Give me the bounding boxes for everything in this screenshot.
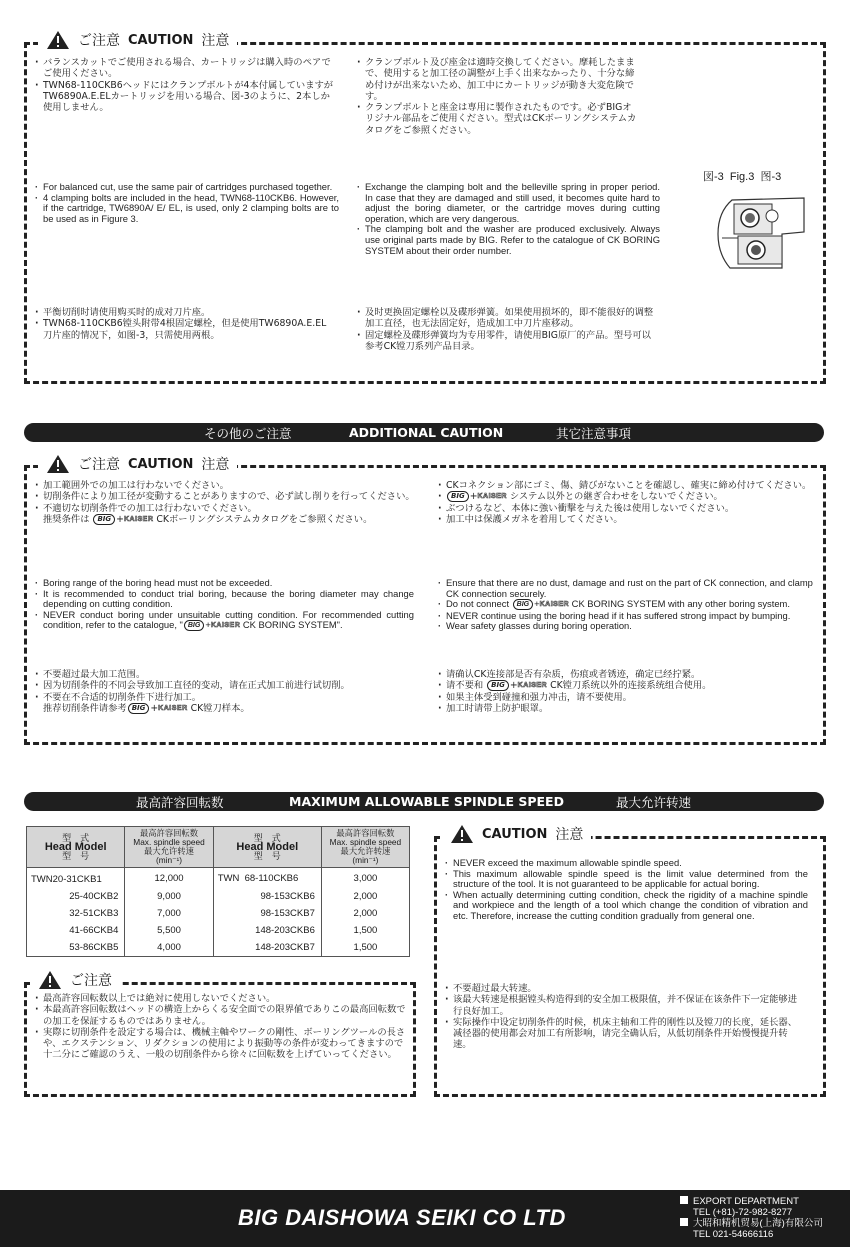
warning-icon bbox=[46, 454, 70, 474]
list-item: · 不適切な切削条件での加工は行わないでください。 bbox=[34, 503, 419, 514]
list-item: · CKコネクション部にゴミ、傷、錆びがないことを確認し、確実に締め付けてください。 bbox=[437, 480, 819, 491]
en-right-list-2 bbox=[437, 578, 819, 632]
cartridge-diagram bbox=[712, 192, 808, 274]
square-bullet-icon bbox=[680, 1196, 688, 1204]
list-item: · バランスカットでご使用される場合、カートリッジは購入時のペアでご使用ください。 bbox=[34, 57, 336, 80]
spindle-speed-banner bbox=[24, 792, 824, 811]
header-model bbox=[213, 827, 321, 868]
header-speed-unit: (min⁻¹) bbox=[156, 855, 183, 865]
list-item: · NEVER exceed the maximum allowable spindle speed. bbox=[444, 858, 808, 869]
header-speed bbox=[321, 827, 409, 868]
header-speed-unit: (min⁻¹) bbox=[352, 855, 379, 865]
header-speed-jp: 最高許容回転数 bbox=[336, 828, 395, 838]
figure-label: 図-3 Fig.3 图-3 bbox=[703, 171, 782, 183]
table-cell-speed: 5,500 bbox=[125, 922, 213, 939]
table-cell-model: 53-86CKB5 bbox=[27, 939, 125, 957]
caution-title-jp: ご注意 bbox=[78, 33, 120, 49]
table-cell-model: 98-153CKB7 bbox=[213, 905, 321, 922]
list-item: · 固定螺栓及碟形弹簧均为专用零件，请使用BIG原厂的产品。型号可以参考CK镗刀系列产品目录。 bbox=[356, 330, 660, 353]
banner-jp: その他のご注意 bbox=[204, 425, 292, 441]
list-item: · 4 clamping bolts are included in the head, TWN68-110CKB6. However, if the cartridge, TW6890A/ E/ EL, is used, only 2 clamping bolts are to be used as in Figure 3. bbox=[34, 193, 339, 225]
additional-caution-banner bbox=[24, 423, 824, 442]
header-speed-cn: 最大允许转速 bbox=[340, 846, 391, 856]
warning-icon bbox=[46, 30, 70, 50]
kaiser-logo: KAISER bbox=[539, 601, 570, 609]
list-item: · 不要超过最大转速。 bbox=[444, 983, 800, 994]
caution-title-jp: ご注意 bbox=[70, 973, 112, 989]
cn-left-list bbox=[34, 307, 334, 341]
table-cell-model: TWN20-31CKB1 bbox=[27, 868, 125, 889]
list-item: · 请不要和 BIG +KAISER CK镗刀系统以外的连接系统组合使用。 bbox=[437, 680, 819, 691]
header-speed-cn: 最大允许转速 bbox=[144, 846, 194, 856]
list-item: · 及时更换固定螺栓以及碟形弹簧。如果使用损坏的，即不能很好的调整加工直径，也无法固定好，造成加工中刀片座移动。 bbox=[356, 307, 660, 330]
table-cell-speed: 12,000 bbox=[125, 868, 213, 889]
list-item: · 如果主体受到碰撞和强力冲击，请不要使用。 bbox=[437, 692, 819, 703]
list-item: · TWN68-110CKB6ヘッドにはクランプボルトが4本付属していますがTW6890A.E.ELカートリッジを用いる場合、図-3のように、2本しか使用しません。 bbox=[34, 80, 336, 114]
list-item: · 请确认CK连接部是否有杂质，伤痕或者锈迹，确定已经拧紧。 bbox=[437, 669, 819, 680]
list-item-text: NEVER conduct boring under unsuitable cutting condition. For recommended cutting condition, refer to the catalogue, " bbox=[43, 608, 414, 631]
caution-title-en: CAUTION bbox=[128, 456, 194, 472]
header-speed-en: Max. spindle speed bbox=[133, 837, 205, 847]
table-cell-speed: 7,000 bbox=[125, 905, 213, 922]
list-item: · 加工时请带上防护眼罩。 bbox=[437, 703, 819, 714]
caution-title bbox=[442, 824, 591, 844]
list-item: · 最高許容回転数以上では絶対に使用しないでください。 bbox=[34, 993, 406, 1004]
list-item: · NEVER conduct boring under unsuitable cutting condition. For recommended cutting condition, refer to the catalogue, " BIG +KAISER CK BORING SYSTEM". bbox=[34, 610, 414, 632]
banner-cn: 其它注意事項 bbox=[556, 425, 632, 441]
list-item: · BIG +KAISER システム以外との継ぎ合わせをしないでください。 bbox=[437, 491, 819, 502]
list-item: · This maximum allowable spindle speed is the limit value determined from the structure of the tool. It is not guaranteed to be applicable for actual boring. bbox=[444, 869, 808, 890]
list-item-text: CK BORING SYSTEM with any other boring system. bbox=[571, 598, 790, 610]
contact-info bbox=[680, 1196, 823, 1240]
en-speed-list bbox=[444, 858, 808, 922]
table-cell-model: 148-203CKB7 bbox=[213, 939, 321, 957]
list-item: · Ensure that there are no dust, damage and rust on the part of CK connection, and clamp CK connection securely. bbox=[437, 578, 819, 599]
warning-icon bbox=[38, 970, 62, 990]
table-cell-model: 25-40CKB2 bbox=[27, 888, 125, 905]
jp-left-list-2 bbox=[34, 480, 419, 525]
en-left-list-2 bbox=[34, 578, 414, 632]
contact-text: TEL (+81)-72-982-8277 bbox=[693, 1207, 793, 1218]
list-item: · 实际操作中设定切削条件的时候，机床主轴和工件的刚性以及镗刀的长度，延长器、减径器的使用都会对加工有所影响，请完全确认后，从低切削条件开始慢慢提升转速。 bbox=[444, 1017, 800, 1051]
contact-line bbox=[680, 1196, 823, 1207]
table-header-row bbox=[27, 827, 410, 868]
kaiser-logo: KAISER bbox=[123, 515, 154, 523]
list-item: · ぶつけるなど、本体に強い衝撃を与えた後は使用しないでください。 bbox=[437, 503, 819, 514]
list-item: · クランプボルト及び座金は適時交換してください。摩耗したままで、使用すると加工径の調整が上手く出来なかったり、十分な締め付けが出来ないため、加工中にカートリッジが動き大変危険です。 bbox=[356, 57, 638, 102]
big-logo: BIG bbox=[93, 514, 115, 525]
table-cell-speed: 2,000 bbox=[321, 888, 409, 905]
jp-speed-list bbox=[34, 993, 406, 1061]
list-item: · 因为切削条件的不同会导致加工直径的变动，请在正式加工前进行试切削。 bbox=[34, 680, 419, 691]
table-row bbox=[27, 922, 410, 939]
kaiser-logo: KAISER bbox=[517, 682, 548, 690]
recommend-prefix: 推奨条件は bbox=[43, 513, 90, 525]
list-item: · 平衡切削时请使用购买时的成对刀片座。 bbox=[34, 307, 334, 318]
contact-text: TEL 021-54666116 bbox=[693, 1229, 774, 1240]
list-item: · 切削条件により加工径が変動することがありますので、必ず試し削りを行ってください。 bbox=[34, 491, 419, 502]
header-model-cn: 型 号 bbox=[62, 850, 90, 861]
big-logo: BIG bbox=[184, 620, 204, 631]
spindle-speed-table bbox=[26, 826, 410, 957]
list-item: · Exchange the clamping bolt and the belleville spring in proper period. In case that they are damaged and still used, it becomes quite hard to adjust the boring diameter, or the cartridge moves during cutting operation, which are very dangerous. bbox=[356, 182, 660, 224]
list-item: · 该最大转速是根据镗头构造得到的安全加工极限值，并不保证在该条件下一定能够进行良好加工。 bbox=[444, 994, 800, 1017]
jp-right-list bbox=[356, 57, 638, 136]
jp-right-list-2 bbox=[437, 480, 819, 525]
table-cell-model: 98-153CKB6 bbox=[213, 888, 321, 905]
footer bbox=[0, 1190, 850, 1247]
big-logo: BIG bbox=[487, 680, 509, 691]
list-item: · It is recommended to conduct trial boring, because the boring diameter may change depending on cutting condition. bbox=[34, 589, 414, 610]
caution-title bbox=[38, 30, 237, 50]
caution-title-cn: 注意 bbox=[201, 457, 230, 473]
header-model-jp: 型 式 bbox=[253, 832, 281, 843]
caution-title-jp: ご注意 bbox=[78, 457, 120, 473]
cn-right-list-2 bbox=[437, 669, 819, 714]
list-item: · クランプボルトと座金は専用に製作されたものです。必ずBIGオリジナル部品をご使用ください。型式はCKボーリングシステムカタログをご参照ください。 bbox=[356, 102, 638, 136]
list-item: · 加工範囲外での加工は行わないでください。 bbox=[34, 480, 419, 491]
contact-text: 大昭和精机贸易(上海)有限公司 bbox=[693, 1218, 823, 1229]
caution-title bbox=[30, 970, 120, 990]
contact-line bbox=[680, 1218, 823, 1229]
list-item: · When actually determining cutting condition, check the rigidity of a machine spindle and workpiece and the length of a tool which change the condition of vibration and etc. Therefore, increase the cutting condition gradually from general one. bbox=[444, 890, 808, 922]
header-model-cn: 型 号 bbox=[253, 850, 281, 861]
list-item-text: システム以外との継ぎ合わせをしないでください。 bbox=[509, 491, 723, 503]
list-item-text: Do not connect bbox=[446, 598, 510, 610]
big-logo: BIG bbox=[128, 703, 150, 714]
kaiser-logo: KAISER bbox=[477, 493, 507, 501]
company-name: BIG DAISHOWA SEIKI CO LTD bbox=[238, 1205, 566, 1230]
kaiser-logo: KAISER bbox=[210, 622, 241, 630]
big-logo: BIG bbox=[513, 599, 533, 610]
list-item: · NEVER continue using the boring head if it has suffered strong impact by bumping. bbox=[437, 611, 819, 622]
table-row bbox=[27, 905, 410, 922]
square-bullet-icon bbox=[680, 1218, 688, 1226]
table-cell-speed: 9,000 bbox=[125, 888, 213, 905]
cn-speed-list bbox=[444, 983, 800, 1051]
jp-left-list bbox=[34, 57, 336, 113]
header-model bbox=[27, 827, 125, 868]
recommend-prefix: 推荐切削条件请参考 bbox=[43, 702, 127, 714]
table-cell-model: 32-51CKB3 bbox=[27, 905, 125, 922]
caution-title-en: CAUTION bbox=[128, 32, 194, 48]
table-cell-speed: 4,000 bbox=[125, 939, 213, 957]
list-item-text: CK镗刀系统以外的连接系统组合使用。 bbox=[550, 680, 712, 692]
table-cell-speed: 2,000 bbox=[321, 905, 409, 922]
list-item: · For balanced cut, use the same pair of cartridges purchased together. bbox=[34, 182, 339, 193]
banner-en: MAXIMUM ALLOWABLE SPINDLE SPEED bbox=[289, 794, 564, 809]
recommend-suffix: CK镗刀样本。 bbox=[190, 702, 250, 714]
list-item: · Boring range of the boring head must not be exceeded. bbox=[34, 578, 414, 589]
header-model-jp: 型 式 bbox=[62, 832, 90, 843]
caution-title-cn: 注意 bbox=[555, 827, 584, 843]
en-left-list bbox=[34, 182, 339, 224]
table-row bbox=[27, 868, 410, 889]
header-speed-jp: 最高許容回転数 bbox=[139, 828, 199, 838]
list-item: · 実際に切削条件を設定する場合は、機械主軸やワークの剛性、ボーリングツールの長さや、エクステンション、リダクションの使用により振動等の条件が変わってきますので 十二分にご確認のうえ、一般の切削条件から徐々に回転数を上げていってください。 bbox=[34, 1027, 406, 1061]
table-cell-model: TWN 68-110CKB6 bbox=[213, 868, 321, 889]
caution-title-cn: 注意 bbox=[201, 33, 230, 49]
table-row bbox=[27, 939, 410, 957]
banner-en: ADDITIONAL CAUTION bbox=[349, 425, 504, 440]
list-item: · Wear safety glasses during boring operation. bbox=[437, 621, 819, 632]
table-cell-model: 41-66CKB4 bbox=[27, 922, 125, 939]
caution-title-en: CAUTION bbox=[482, 826, 548, 842]
list-item: · The clamping bolt and the washer are produced exclusively. Always use original parts made by BIG. Refer to the catalogue of CK BORING SYSTEM about their order number. bbox=[356, 224, 660, 256]
contact-line bbox=[680, 1207, 823, 1218]
header-model-en: Head Model bbox=[44, 840, 107, 853]
recommend-line: 推荐切削条件请参考 BIG +KAISER CK镗刀样本。 bbox=[43, 702, 250, 714]
list-item-text: 请不要和 bbox=[446, 680, 484, 692]
list-item: · 不要在不合适的切削条件下进行加工。 bbox=[34, 692, 419, 703]
en-right-list bbox=[356, 182, 660, 256]
caution-title bbox=[38, 454, 237, 474]
header-speed bbox=[125, 827, 213, 868]
header-model-en: Head Model bbox=[236, 840, 299, 853]
list-item: · 本最高許容回転数はヘッドの構造上からくる安全面での限界値でありこの最高回転数での加工を保証するものではありません。 bbox=[34, 1004, 406, 1027]
list-item: · 加工中は保護メガネを着用してください。 bbox=[437, 514, 819, 525]
warning-icon bbox=[450, 824, 474, 844]
kaiser-logo: KAISER bbox=[158, 704, 188, 712]
list-item-text: CK BORING SYSTEM". bbox=[242, 619, 343, 631]
banner-cn: 最大允许转速 bbox=[616, 794, 692, 810]
big-logo: BIG bbox=[447, 491, 469, 502]
table-cell-speed: 3,000 bbox=[321, 868, 409, 889]
table-cell-model: 148-203CKB6 bbox=[213, 922, 321, 939]
list-item: · TWN68-110CKB6镗头附带4根固定螺栓，但是使用TW6890A.E.EL刀片座的情况下，如图-3，只需使用两根。 bbox=[34, 318, 334, 341]
recommend-suffix: CKボーリングシステムカタログをご参照ください。 bbox=[156, 513, 373, 525]
recommend-line: 推奨条件は BIG +KAISER CKボーリングシステムカタログをご参照ください。 bbox=[43, 513, 373, 525]
banner-jp: 最高許容回転数 bbox=[136, 794, 224, 810]
list-item: · Do not connect BIG +KAISER CK BORING SYSTEM with any other boring system. bbox=[437, 599, 819, 611]
table-cell-speed: 1,500 bbox=[321, 922, 409, 939]
cn-left-list-2 bbox=[34, 669, 419, 714]
cn-right-list bbox=[356, 307, 660, 352]
contact-text: EXPORT DEPARTMENT bbox=[693, 1196, 799, 1207]
table-row bbox=[27, 888, 410, 905]
header-speed-en: Max. spindle speed bbox=[329, 837, 402, 847]
contact-line bbox=[680, 1229, 823, 1240]
table-cell-speed: 1,500 bbox=[321, 939, 409, 957]
list-item: · 不要超过最大加工范围。 bbox=[34, 669, 419, 680]
